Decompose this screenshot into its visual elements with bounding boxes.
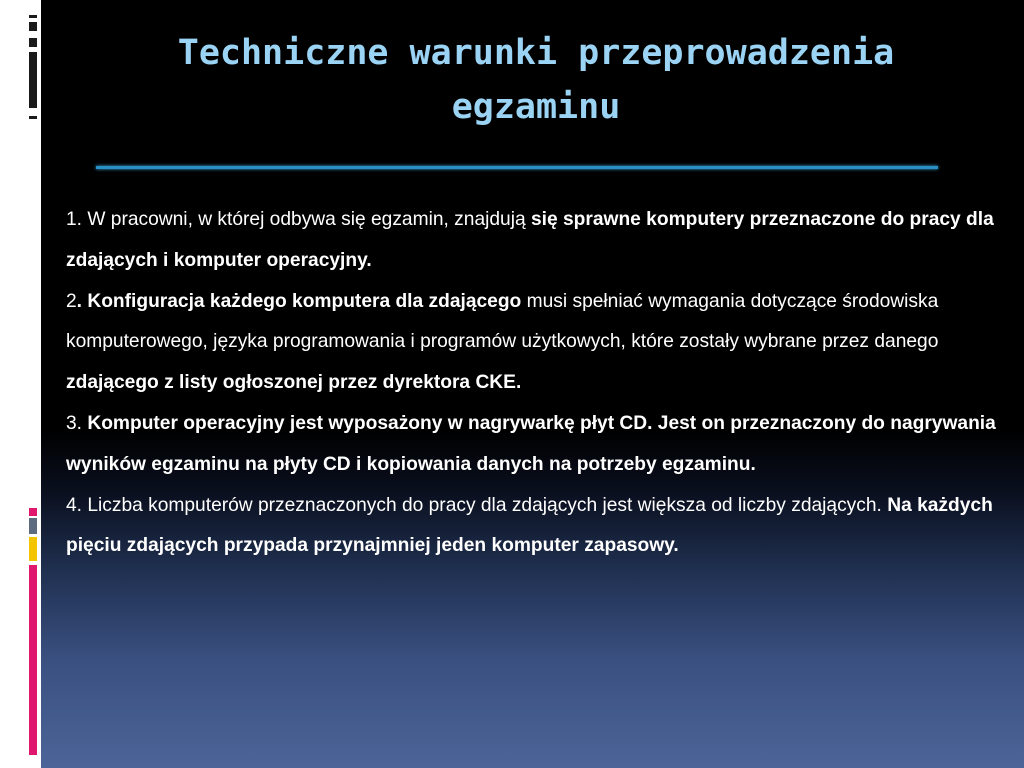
point-number: 4. [66, 494, 83, 516]
point-2 [66, 282, 1016, 404]
title-underline [96, 166, 938, 169]
accent-bar-yellow [29, 537, 37, 561]
strip-stripe [29, 38, 37, 47]
slide-canvas [41, 0, 1024, 768]
point-number: 1. [66, 209, 83, 230]
left-decorative-strip [0, 0, 41, 768]
point-4 [66, 486, 1016, 568]
strip-stripe [29, 116, 37, 119]
point-text: W pracowni, w której odbywa się egzamin, znajdują [82, 209, 531, 230]
point-number: 3. [66, 412, 88, 434]
accent-bar-gray [29, 518, 37, 534]
strip-stripe [29, 15, 37, 18]
point-3 [66, 404, 1016, 486]
point-1 [66, 200, 1016, 282]
slide-body [66, 200, 1016, 567]
point-text-bold: . Konfiguracja każdego komputera dla zdającego [76, 290, 522, 312]
point-text-bold: Na każdych pięciu zdających przypada przynajmniej jeden komputer zapasowy. [66, 494, 993, 557]
point-text: musi spełniać wymagania dotyczące środowiska komputerowego, języka programowania i programów użytkowych, które zostały wybrane przez danego [66, 290, 939, 353]
point-number: 2 [66, 290, 77, 312]
slide-title: Techniczne warunki przeprowadzenia egzaminu [177, 33, 895, 127]
point-text-bold: Komputer operacyjny jest wyposażony w nagrywarkę płyt CD. Jest on przeznaczony do nagrywania wyników egzaminu na płyty CD i kopiowania danych na potrzeby egzaminu. [66, 412, 996, 475]
point-text-bold: się sprawne komputery przeznaczone do pracy dla zdających i komputer operacyjny. [66, 209, 994, 271]
accent-bar-pink-small [29, 508, 37, 516]
strip-stripe [29, 52, 37, 108]
point-text-bold: zdającego z listy ogłoszonej przez dyrektora CKE. [66, 372, 522, 394]
point-text: Liczba komputerów przeznaczonych do pracy dla zdających jest większa od liczby zdających. [82, 494, 888, 516]
strip-stripe [29, 22, 37, 31]
accent-bar-pink-large [29, 565, 37, 755]
